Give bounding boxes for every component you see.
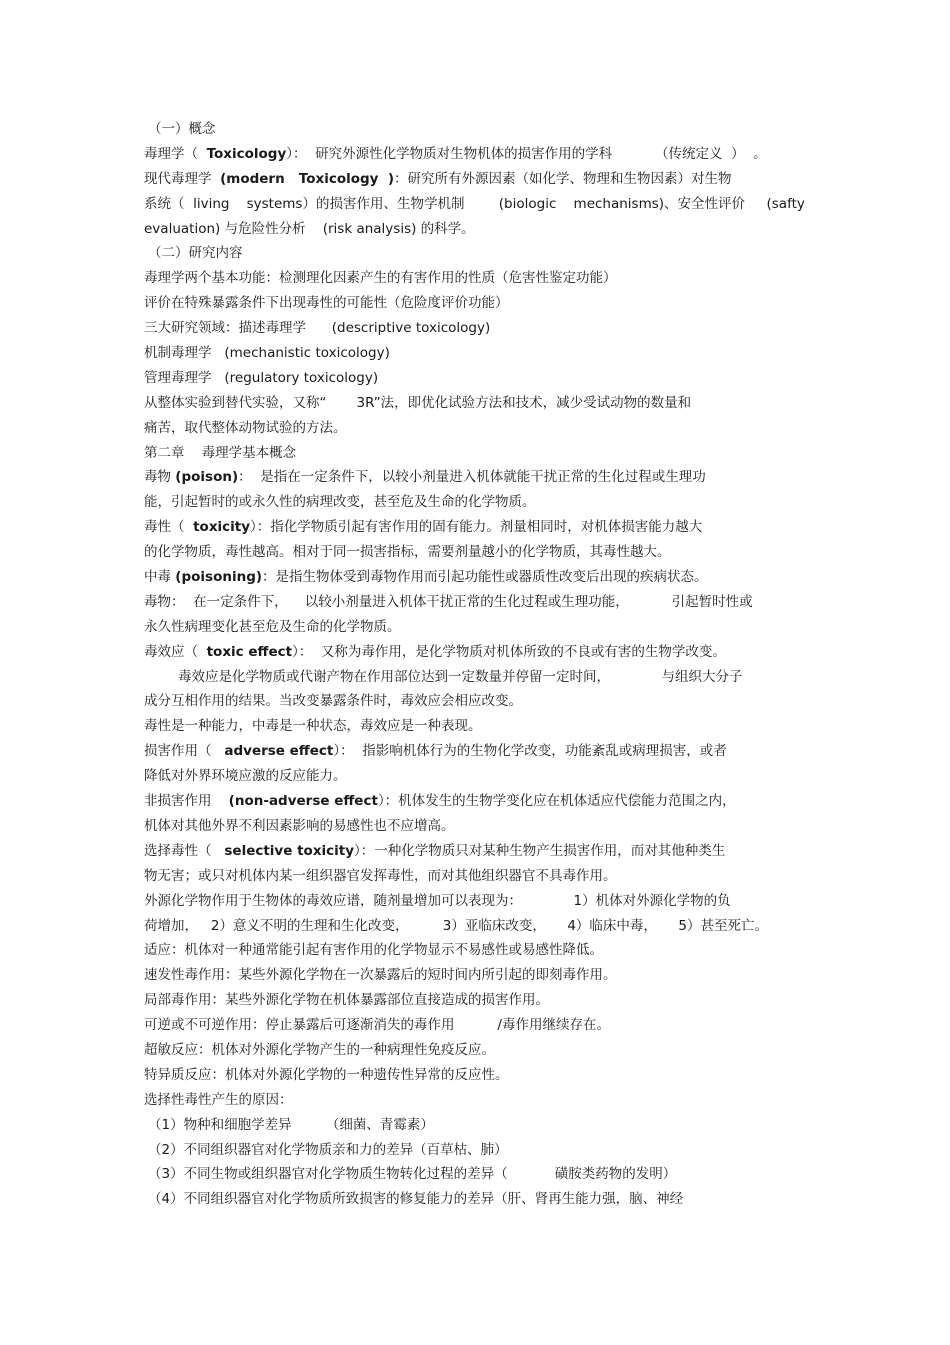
text-line: 可逆或不可逆作用：停止暴露后可逐渐消失的毒作用 /毒作用继续存在。 <box>144 1017 610 1034</box>
bold-term: (poison) <box>175 469 239 486</box>
text-run: ）：一种化学物质只对某种生物产生损害作用，而对其他种类生 <box>354 842 726 859</box>
text-run: 毒性（ <box>144 519 194 536</box>
text-line: 毒效应是化学物质或代谢产物在作用部位达到一定数量并停留一定时间， 与组织大分子 <box>178 668 743 685</box>
text-line: 物无害；或只对机体内某一组织器官发挥毒性，而对其他组织器官不具毒作用。 <box>144 867 617 884</box>
text-run: ）：机体发生的生物学变化应在机体适应代偿能力范围之内， <box>377 793 736 810</box>
text-line: 外源化学物作用于生物体的毒效应谱，随剂量增加可以表现为： 1）机体对外源化学物的负 <box>144 892 731 909</box>
text-line <box>144 739 812 764</box>
text-line: 机体对其他外界不利因素影响的易感性也不应增高。 <box>144 817 455 834</box>
text-line: 毒物： 在一定条件下， 以较小剂量进入机体干扰正常的生化过程或生理功能， 引起暂时性或 <box>144 593 753 610</box>
text-run: 毒理学（ <box>144 145 207 162</box>
bold-term: toxic effect <box>206 643 293 660</box>
text-line: 系统（ living systems）的损害作用、生物学机制 (biologic mechanisms)、安全性评价 (safty <box>144 195 805 212</box>
text-line <box>144 167 812 192</box>
text-line: 降低对外界环境应激的反应能力。 <box>144 768 347 785</box>
text-line: 选择性毒性产生的原因： <box>144 1091 293 1108</box>
text-line: 速发性毒作用：某些外源化学物在一次暴露后的短时间内所引起的即刻毒作用。 <box>144 967 617 984</box>
text-line: （一）概念 <box>148 121 216 137</box>
text-line: 痛苦，取代整体动物试验的方法。 <box>144 419 347 436</box>
text-run: ）：指化学物质引起有害作用的固有能力。剂量相同时，对机体损害能力越大 <box>250 519 703 536</box>
text-run: ：是指生物体受到毒物作用而引起功能性或器质性改变后出现的疾病状态。 <box>262 569 708 586</box>
text-line: 三大研究领域：描述毒理学 (descriptive toxicology) <box>144 320 491 337</box>
text-line: 能，引起暂时的或永久性的病理改变，甚至危及生命的化学物质。 <box>144 494 536 511</box>
bold-term: (non-adverse effect <box>228 793 378 810</box>
bold-term: (poisoning) <box>175 569 263 586</box>
bold-term: toxicity <box>193 519 251 536</box>
text-line: 从整体实验到替代实验，又称“ 3R”法，即优化试验方法和技术，减少受试动物的数量和 <box>144 394 692 411</box>
text-line: evaluation) 与危险性分析 (risk analysis) 的科学。 <box>144 220 475 237</box>
text-line <box>144 640 812 665</box>
text-line: 永久性病理变化甚至危及生命的化学物质。 <box>144 618 401 635</box>
text-run: 选择毒性（ <box>144 842 225 859</box>
text-line <box>144 465 812 490</box>
text-line: （4）不同组织器官对化学物质所致损害的修复能力的差异（肝、肾再生能力强，脑、神经 <box>148 1191 684 1208</box>
text-line <box>144 515 812 540</box>
text-run: 中毒 <box>144 569 176 586</box>
bold-term: adverse effect <box>224 743 334 760</box>
text-line: 超敏反应：机体对外源化学物产生的一种病理性免疫反应。 <box>144 1041 495 1058</box>
text-run: 毒物 <box>144 469 176 486</box>
text-line: 局部毒作用：某些外源化学物在机体暴露部位直接造成的损害作用。 <box>144 992 549 1009</box>
text-line: （二）研究内容 <box>148 245 243 262</box>
text-line <box>144 565 812 590</box>
text-run: 损害作用（ <box>144 743 225 760</box>
text-line: 第二章 毒理学基本概念 <box>144 444 297 461</box>
text-line: 适应：机体对一种通常能引起有害作用的化学物显示不易感性或易感性降低。 <box>144 942 603 959</box>
text-line: （3）不同生物或组织器官对化学物质生物转化过程的差异（ 磺胺类药物的发明） <box>148 1166 677 1183</box>
text-run: 非损害作用 <box>144 793 229 810</box>
text-run: 毒效应（ <box>144 643 207 660</box>
text-line <box>144 142 812 167</box>
text-line: 毒性是一种能力，中毒是一种状态，毒效应是一种表现。 <box>144 718 482 735</box>
text-line: （2）不同组织器官对化学物质亲和力的差异（百草枯、肺） <box>148 1141 508 1158</box>
text-run: ）： 研究外源性化学物质对生物机体的损害作用的学科 （传统定义 ） 。 <box>286 145 767 162</box>
bold-term: selective toxicity <box>224 842 355 859</box>
bold-term: (modern Toxicology ) <box>220 170 395 187</box>
text-line: 机制毒理学 (mechanistic toxicology) <box>144 345 390 362</box>
text-run: 现代毒理学 <box>144 170 221 187</box>
text-run: ：研究所有外源因素（如化学、物理和生物因素）对生物 <box>394 170 732 187</box>
text-run: ）： 又称为毒作用，是化学物质对机体所致的不良或有害的生物学改变。 <box>292 643 726 660</box>
text-line: 荷增加， 2）意义不明的生理和生化改变， 3）亚临床改变， 4）临床中毒， 5）甚至死亡。 <box>144 917 768 934</box>
text-line: （1）物种和细胞学差异 （细菌、青霉素） <box>148 1116 434 1133</box>
text-line <box>144 839 812 864</box>
text-line: 特异质反应：机体对外源化学物的一种遗传性异常的反应性。 <box>144 1066 509 1083</box>
text-line: 评价在特殊暴露条件下出现毒性的可能性（危险度评价功能） <box>144 295 509 312</box>
document-body <box>144 117 812 1212</box>
text-line: 成分互相作用的结果。当改变暴露条件时，毒效应会相应改变。 <box>144 693 522 710</box>
text-line <box>144 789 812 814</box>
text-line: 毒理学两个基本功能：检测理化因素产生的有害作用的性质（危害性鉴定功能） <box>144 270 617 287</box>
text-run: ： 是指在一定条件下，以较小剂量进入机体就能干扰正常的生化过程或生理功 <box>238 469 706 486</box>
text-run: ）： 指影响机体行为的生物化学改变，功能紊乱或病理损害，或者 <box>333 743 727 760</box>
text-line: 的化学物质，毒性越高。相对于同一损害指标，需要剂量越小的化学物质，其毒性越大。 <box>144 544 671 561</box>
text-line: 管理毒理学 (regulatory toxicology) <box>144 369 379 386</box>
bold-term: Toxicology <box>206 145 287 162</box>
